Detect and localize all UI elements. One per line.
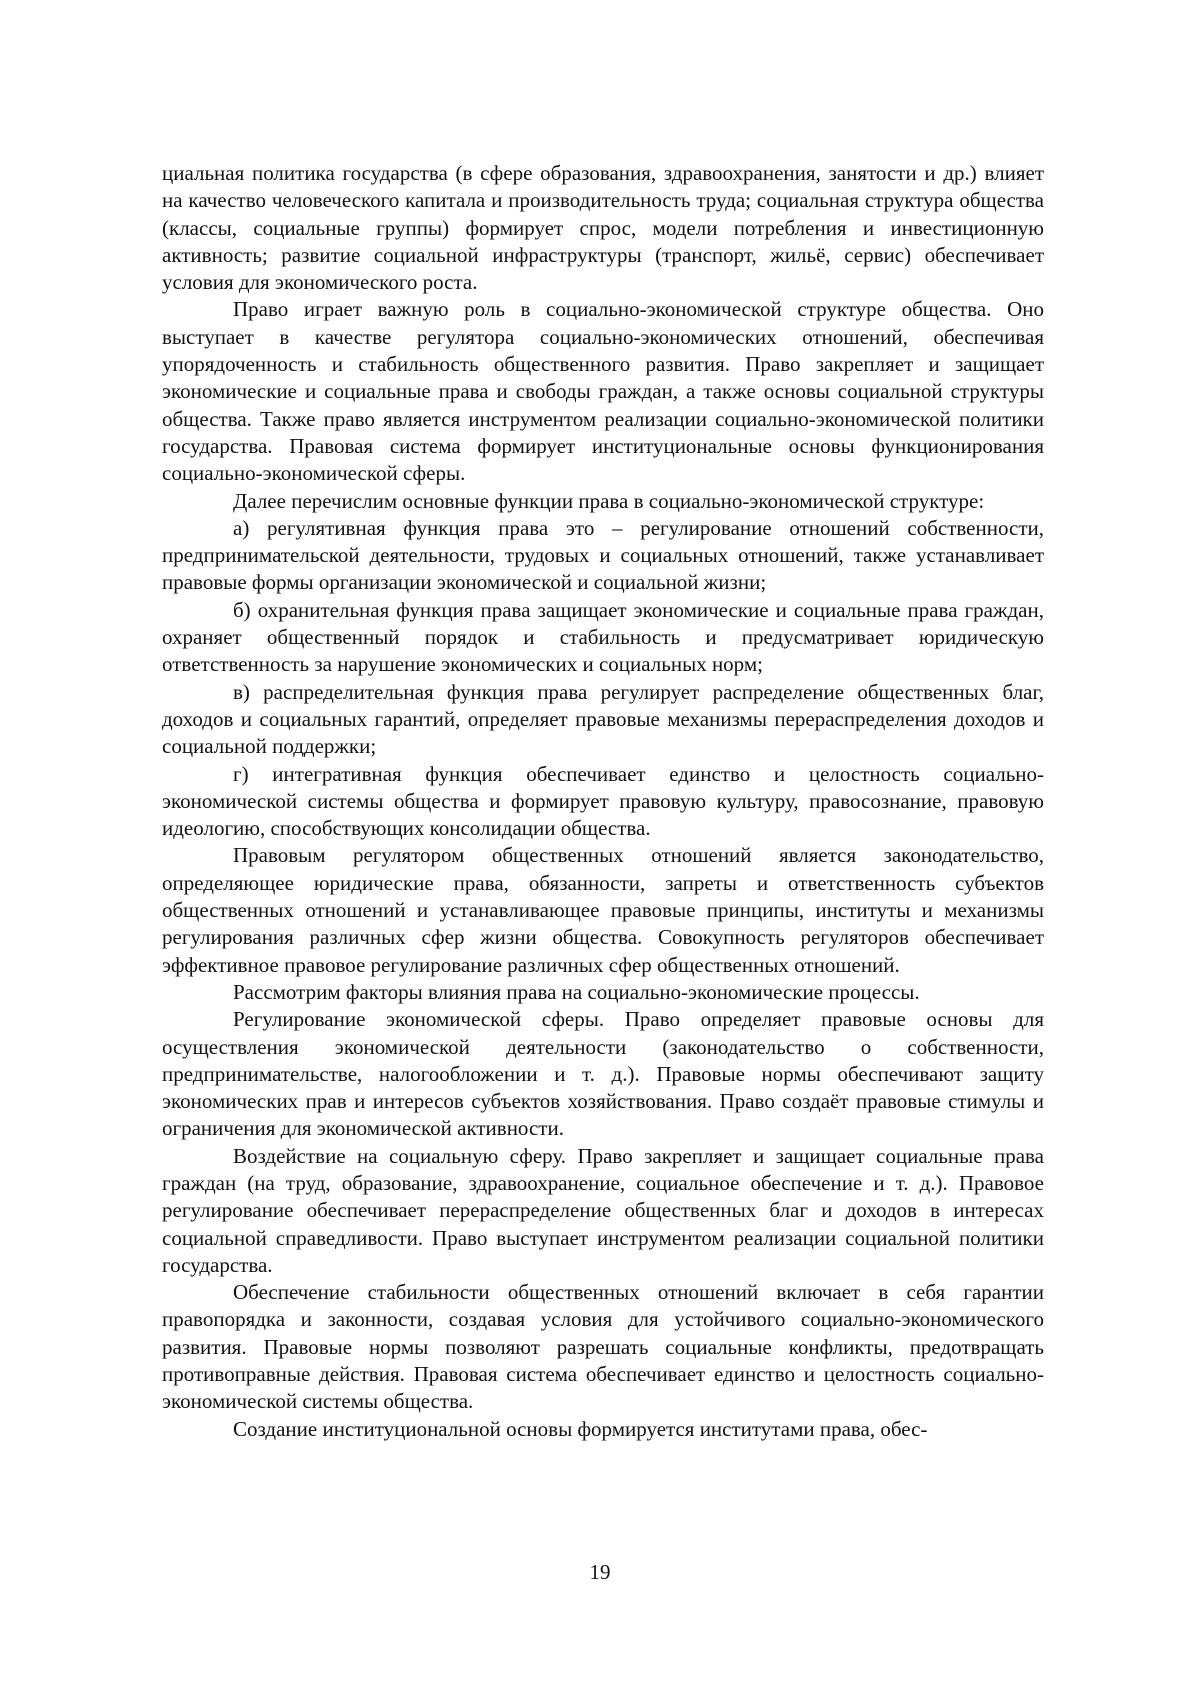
document-body (162, 160, 1044, 1443)
paragraph-law-role: Право играет важную роль в социально-экономической структуре общества. Оно выступает в качестве регулятора социально-экономических отношений, обеспечивая упорядоченность и стабильность общественного развития. Право закрепляет и защищает экономические и социальные права и свободы граждан, а также основы социальной структуры общества. Также право является инструментом реализации социально-экономической политики государства. Правовая система формирует институциональные основы функционирования социально-экономической сферы. (162, 296, 1044, 487)
page-number: 19 (0, 1560, 1200, 1585)
paragraph-factors: Рассмотрим факторы влияния права на социально-экономические процессы. (162, 979, 1044, 1006)
paragraph-institutional: Создание институциональной основы формируется институтами права, обес- (162, 1416, 1044, 1443)
paragraph-stability: Обеспечение стабильности общественных отношений включает в себя гарантии правопорядка и законности, создавая условия для устойчивого социально-экономического развития. Правовые нормы позволяют разрешать социальные конфликты, предотвращать противоправные действия. Правовая система обеспечивает единство и целостность социально-экономической системы общества. (162, 1279, 1044, 1415)
paragraph-continuation: циальная политика государства (в сфере образования, здравоохранения, занятости и др.) влияет на качество человеческого капитала и производительность труда; социальная структура общества (классы, социальные группы) формирует спрос, модели потребления и инвестиционную активность; развитие социальной инфраструктуры (транспорт, жильё, сервис) обеспечивает условия для экономического роста. (162, 160, 1044, 296)
list-item-integrative-function: г) интегративная функция обеспечивает единство и целостность социально-экономической системы общества и формирует правовую культуру, правосознание, правовую идеологию, способствующих консолидации общества. (162, 761, 1044, 843)
paragraph-legislation: Правовым регулятором общественных отношений является законодательство, определяющее юридические права, обязанности, запреты и ответственность субъектов общественных отношений и устанавливающее правовые принципы, институты и механизмы регулирования различных сфер жизни общества. Совокупность регуляторов обеспечивает эффективное правовое регулирование различных сфер общественных отношений. (162, 842, 1044, 978)
paragraph-functions-intro: Далее перечислим основные функции права в социально-экономической структуре: (162, 488, 1044, 515)
paragraph-social-sphere: Воздействие на социальную сферу. Право закрепляет и защищает социальные права граждан (на труд, образование, здравоохранение, социальное обеспечение и т. д.). Правовое регулирование обеспечивает перераспределение общественных благ и доходов в интересах социальной справедливости. Право выступает инструментом реализации социальной политики государства. (162, 1143, 1044, 1279)
list-item-regulative-function: а) регулятивная функция права это – регулирование отношений собственности, предпринимательской деятельности, трудовых и социальных отношений, также устанавливает правовые формы организации экономической и социальной жизни; (162, 515, 1044, 597)
list-item-protective-function: б) охранительная функция права защищает экономические и социальные права граждан, охраняет общественный порядок и стабильность и предусматривает юридическую ответственность за нарушение экономических и социальных норм; (162, 597, 1044, 679)
list-item-distributive-function: в) распределительная функция права регулирует распределение общественных благ, доходов и социальных гарантий, определяет правовые механизмы перераспределения доходов и социальной поддержки; (162, 679, 1044, 761)
paragraph-economic-sphere: Регулирование экономической сферы. Право определяет правовые основы для осуществления экономической деятельности (законодательство о собственности, предпринимательстве, налогообложении и т. д.). Правовые нормы обеспечивают защиту экономических прав и интересов субъектов хозяйствования. Право создаёт правовые стимулы и ограничения для экономической активности. (162, 1006, 1044, 1142)
